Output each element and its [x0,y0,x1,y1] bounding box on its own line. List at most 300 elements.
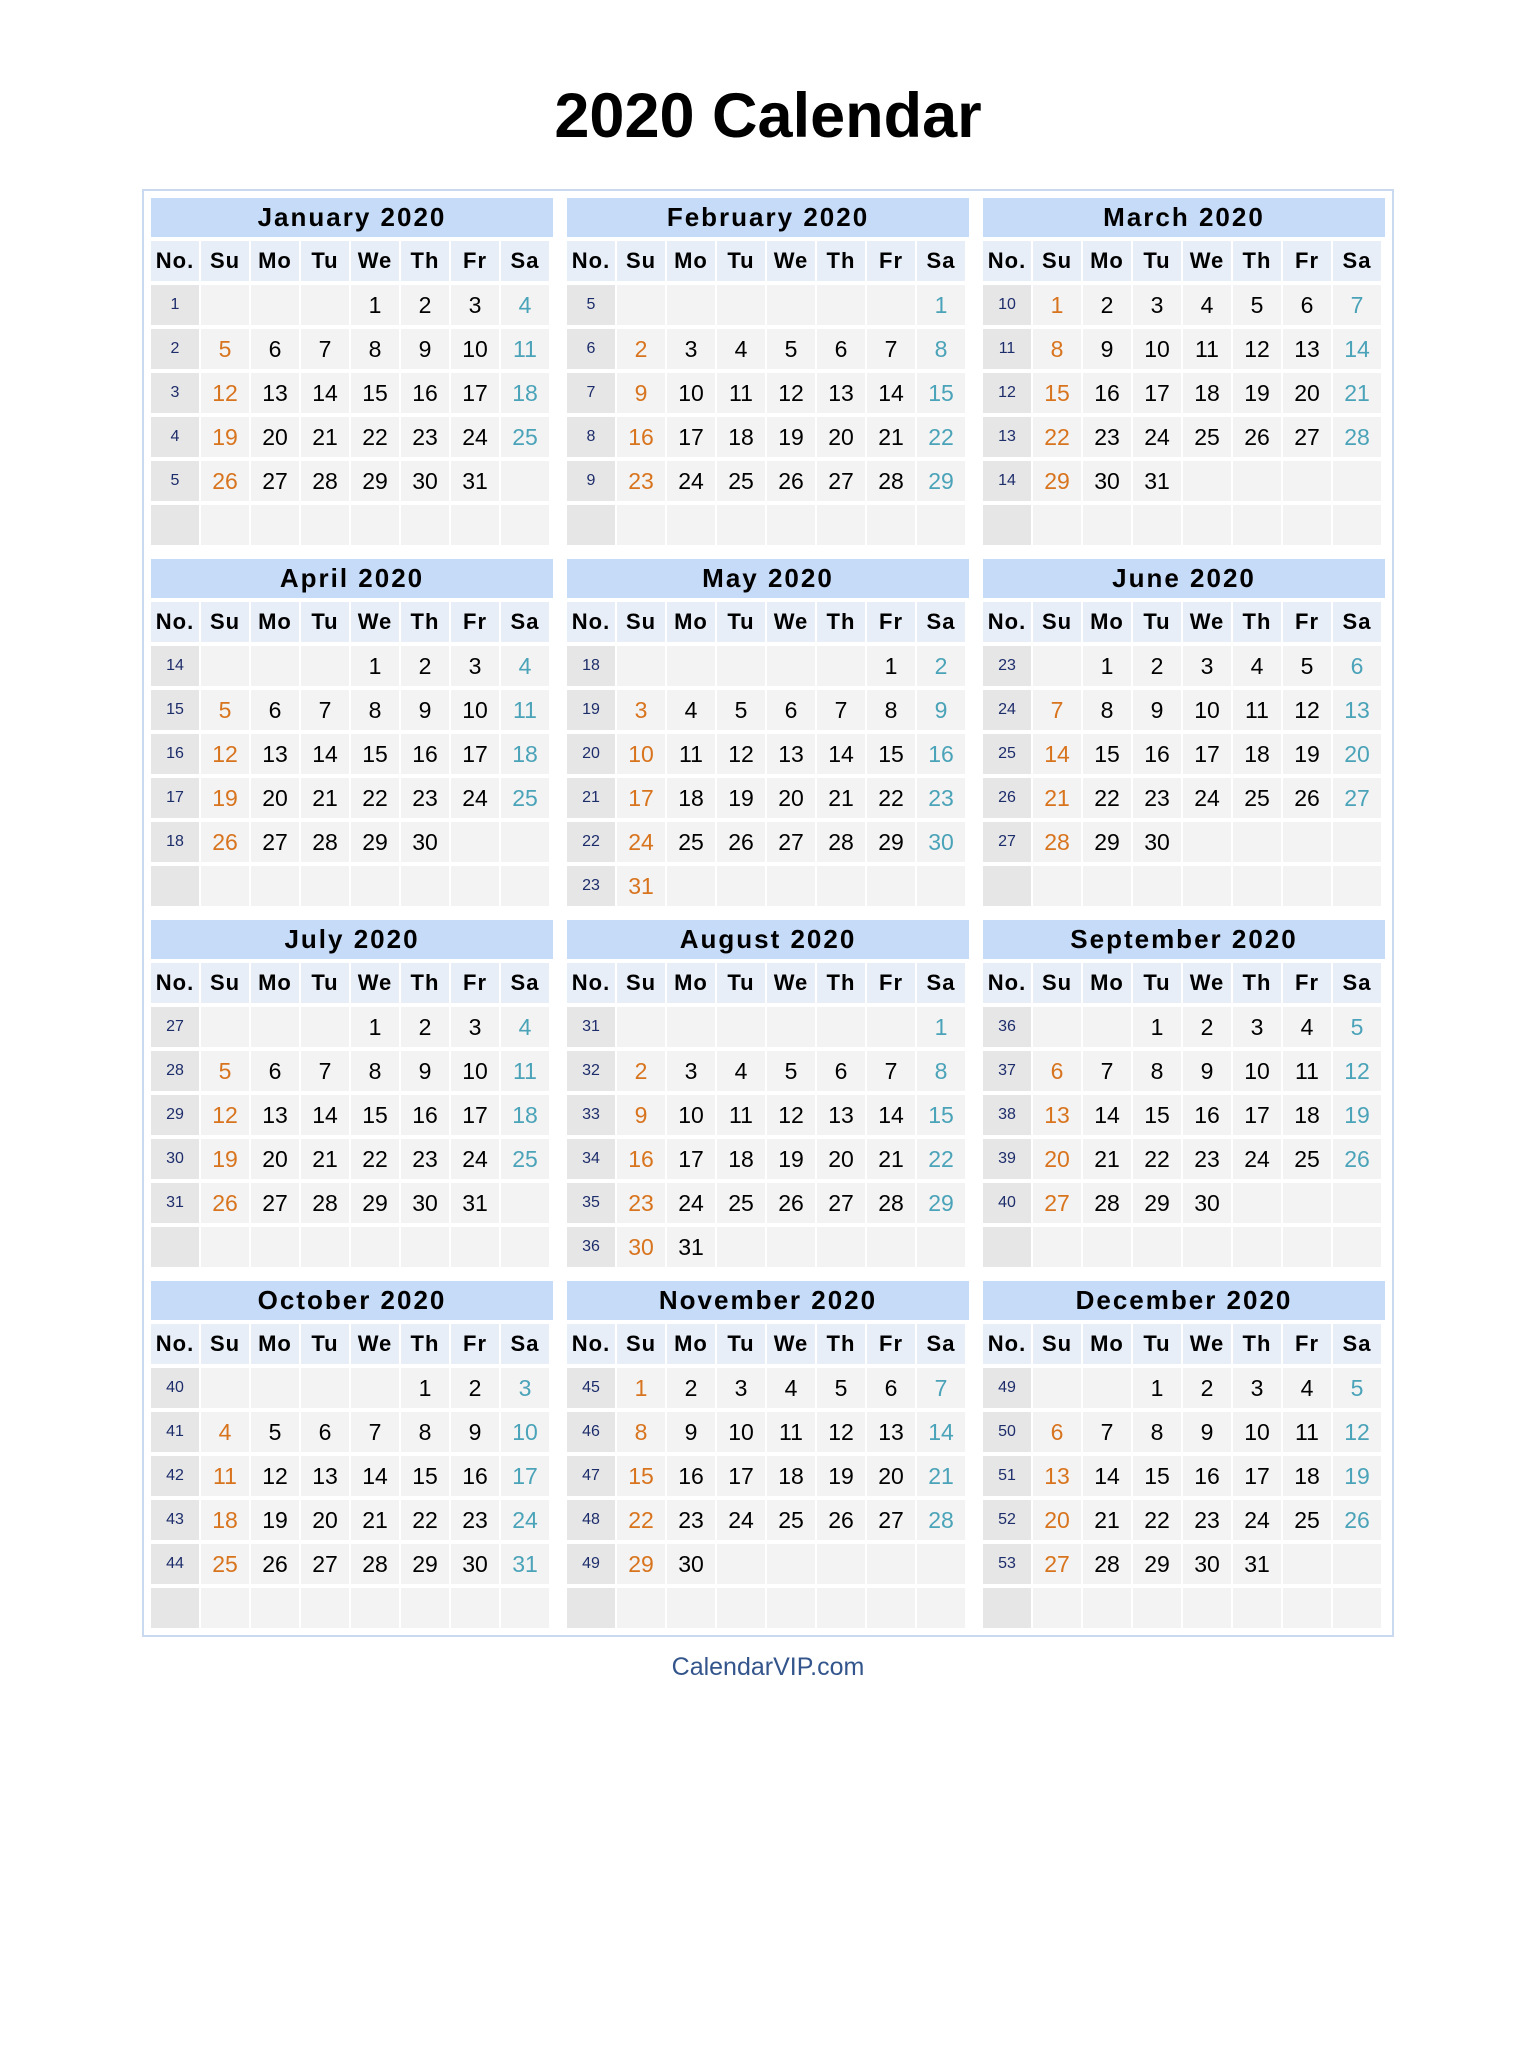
day-cell: 13 [251,373,299,413]
month-days-grid [151,241,553,545]
day-cell: 3 [1233,1007,1281,1047]
weekday-header: Fr [867,1324,915,1364]
day-cell: 21 [867,417,915,457]
day-cell: 17 [1133,373,1181,413]
day-cell: 25 [1283,1500,1331,1540]
day-cell [1033,1368,1081,1408]
day-cell [667,285,715,325]
month-title: January 2020 [151,198,553,237]
day-cell [917,1544,965,1584]
weekday-header: Sa [1333,963,1381,1003]
day-cell: 5 [1283,646,1331,686]
week-number-cell: 51 [983,1456,1031,1496]
day-cell: 25 [717,461,765,501]
day-cell: 20 [251,1139,299,1179]
week-number-cell: 41 [151,1412,199,1452]
day-cell: 9 [401,690,449,730]
day-cell [1283,505,1331,545]
week-number-cell: 43 [151,1500,199,1540]
day-cell: 28 [1083,1544,1131,1584]
weekday-header: Fr [1283,1324,1331,1364]
day-cell [1233,461,1281,501]
day-cell: 29 [1083,822,1131,862]
week-number-cell: 30 [151,1139,199,1179]
week-number-cell: 23 [983,646,1031,686]
day-cell: 11 [1233,690,1281,730]
weekday-header: We [1183,1324,1231,1364]
day-cell [867,1588,915,1628]
day-cell: 26 [1333,1139,1381,1179]
day-cell [1033,1588,1081,1628]
day-cell: 4 [1183,285,1231,325]
week-number-cell: 27 [983,822,1031,862]
week-number-header: No. [151,602,199,642]
day-cell [1333,505,1381,545]
week-number-cell: 39 [983,1139,1031,1179]
month-block [151,1281,553,1627]
day-cell [1333,1588,1381,1628]
day-cell: 26 [767,461,815,501]
day-cell: 12 [1283,690,1331,730]
day-cell: 15 [1133,1095,1181,1135]
weekday-header: Sa [917,963,965,1003]
day-cell: 22 [1033,417,1081,457]
day-cell: 28 [867,461,915,501]
day-cell: 28 [917,1500,965,1540]
month-block [151,559,553,905]
day-cell: 27 [251,822,299,862]
day-cell [767,1227,815,1267]
day-cell: 20 [867,1456,915,1496]
day-cell: 15 [867,734,915,774]
weekday-header: Sa [917,241,965,281]
day-cell: 11 [1183,329,1231,369]
day-cell [1083,866,1131,906]
week-number-cell: 40 [151,1368,199,1408]
day-cell [351,1227,399,1267]
day-cell: 31 [667,1227,715,1267]
day-cell: 29 [351,461,399,501]
day-cell [1283,1588,1331,1628]
day-cell [1033,1227,1081,1267]
day-cell: 14 [1083,1095,1131,1135]
day-cell: 14 [817,734,865,774]
weekday-header: Th [817,241,865,281]
month-block [983,1281,1385,1627]
day-cell: 28 [1033,822,1081,862]
day-cell [501,505,549,545]
day-cell: 12 [201,373,249,413]
day-cell [867,1007,915,1047]
day-cell [251,866,299,906]
week-number-cell: 38 [983,1095,1031,1135]
day-cell: 19 [817,1456,865,1496]
day-cell: 15 [1083,734,1131,774]
day-cell: 16 [451,1456,499,1496]
day-cell: 21 [351,1500,399,1540]
day-cell: 9 [617,373,665,413]
day-cell: 16 [401,734,449,774]
day-cell: 27 [301,1544,349,1584]
day-cell: 1 [351,646,399,686]
day-cell: 14 [1033,734,1081,774]
day-cell [201,1588,249,1628]
day-cell [301,646,349,686]
day-cell: 22 [351,417,399,457]
week-number-cell: 32 [567,1051,615,1091]
day-cell: 10 [451,1051,499,1091]
month-block [983,198,1385,544]
day-cell [767,1588,815,1628]
day-cell: 27 [1283,417,1331,457]
weekday-header: We [351,602,399,642]
weekday-header: We [767,963,815,1003]
day-cell: 18 [501,1095,549,1135]
day-cell: 17 [501,1456,549,1496]
day-cell: 15 [1133,1456,1181,1496]
weekday-header: Th [1233,241,1281,281]
day-cell: 25 [501,417,549,457]
day-cell: 5 [767,1051,815,1091]
day-cell: 30 [401,461,449,501]
day-cell: 9 [667,1412,715,1452]
day-cell: 6 [1033,1412,1081,1452]
day-cell [251,646,299,686]
day-cell [617,505,665,545]
week-number-cell [151,866,199,906]
week-number-cell: 27 [151,1007,199,1047]
day-cell: 29 [617,1544,665,1584]
day-cell: 23 [401,417,449,457]
weekday-header: Mo [1083,1324,1131,1364]
day-cell: 15 [1033,373,1081,413]
month-days-grid [151,602,553,906]
day-cell: 7 [301,329,349,369]
weekday-header: Fr [451,963,499,1003]
day-cell [1083,1368,1131,1408]
day-cell: 21 [867,1139,915,1179]
day-cell [1283,866,1331,906]
weekday-header: We [767,241,815,281]
day-cell: 27 [817,1183,865,1223]
day-cell [1183,461,1231,501]
week-number-cell: 35 [567,1183,615,1223]
day-cell: 24 [617,822,665,862]
day-cell [1233,866,1281,906]
weekday-header: Su [1033,1324,1081,1364]
day-cell [1233,822,1281,862]
weekday-header: Th [401,963,449,1003]
day-cell: 20 [1033,1500,1081,1540]
weekday-header: Fr [451,1324,499,1364]
day-cell: 20 [251,778,299,818]
weekday-header: We [351,963,399,1003]
day-cell: 17 [451,734,499,774]
day-cell: 18 [501,734,549,774]
day-cell: 1 [617,1368,665,1408]
day-cell: 18 [201,1500,249,1540]
day-cell [767,866,815,906]
week-number-cell: 33 [567,1095,615,1135]
weekday-header: Su [201,1324,249,1364]
month-days-grid [151,963,553,1267]
day-cell: 11 [501,690,549,730]
week-number-cell: 49 [567,1544,615,1584]
day-cell: 4 [1283,1007,1331,1047]
day-cell: 24 [1183,778,1231,818]
day-cell [1183,505,1231,545]
day-cell: 22 [1133,1139,1181,1179]
day-cell: 6 [767,690,815,730]
day-cell: 13 [1033,1095,1081,1135]
weekday-header: Mo [251,241,299,281]
day-cell: 2 [917,646,965,686]
weekday-header: Su [1033,963,1081,1003]
week-number-cell: 14 [151,646,199,686]
day-cell: 10 [1183,690,1231,730]
week-number-header: No. [151,1324,199,1364]
day-cell: 29 [351,1183,399,1223]
day-cell [817,646,865,686]
day-cell: 7 [351,1412,399,1452]
weekday-header: Su [617,241,665,281]
day-cell: 27 [1033,1544,1081,1584]
day-cell: 2 [401,285,449,325]
day-cell [1283,1544,1331,1584]
day-cell: 30 [1083,461,1131,501]
day-cell: 1 [351,1007,399,1047]
day-cell: 22 [867,778,915,818]
weekday-header: Sa [501,1324,549,1364]
day-cell [1133,505,1181,545]
day-cell: 24 [667,461,715,501]
month-days-grid [983,602,1385,906]
weekday-header: Mo [667,963,715,1003]
weekday-header: Th [1233,963,1281,1003]
day-cell: 12 [201,734,249,774]
weekday-header: Tu [301,1324,349,1364]
week-number-cell [983,505,1031,545]
day-cell: 22 [917,417,965,457]
day-cell: 5 [767,329,815,369]
day-cell: 10 [1233,1051,1281,1091]
day-cell [501,1588,549,1628]
week-number-cell: 13 [983,417,1031,457]
week-number-header: No. [983,241,1031,281]
week-number-cell: 31 [567,1007,615,1047]
day-cell: 1 [1033,285,1081,325]
weekday-header: Mo [667,241,715,281]
day-cell: 15 [351,734,399,774]
day-cell: 10 [617,734,665,774]
day-cell: 30 [1183,1183,1231,1223]
month-block [983,920,1385,1266]
day-cell: 26 [1333,1500,1381,1540]
week-number-cell: 18 [567,646,615,686]
day-cell: 29 [1133,1183,1181,1223]
day-cell: 28 [817,822,865,862]
day-cell: 10 [501,1412,549,1452]
weekday-header: Tu [301,602,349,642]
day-cell [201,285,249,325]
day-cell [1233,1183,1281,1223]
day-cell: 1 [917,285,965,325]
day-cell [767,505,815,545]
day-cell [817,866,865,906]
week-number-header: No. [151,241,199,281]
weekday-header: Fr [867,602,915,642]
day-cell: 18 [717,417,765,457]
day-cell: 29 [867,822,915,862]
day-cell: 16 [401,1095,449,1135]
weekday-header: We [767,602,815,642]
weekday-header: Sa [501,241,549,281]
day-cell [451,822,499,862]
day-cell: 9 [617,1095,665,1135]
weekday-header: Tu [717,602,765,642]
day-cell: 21 [301,778,349,818]
day-cell: 30 [401,822,449,862]
day-cell [817,1588,865,1628]
day-cell [1183,822,1231,862]
month-title: October 2020 [151,1281,553,1320]
day-cell: 22 [1133,1500,1181,1540]
day-cell: 27 [1333,778,1381,818]
weekday-header: Mo [251,1324,299,1364]
day-cell: 18 [1283,1095,1331,1135]
day-cell: 28 [867,1183,915,1223]
week-number-cell: 24 [983,690,1031,730]
day-cell: 30 [617,1227,665,1267]
day-cell: 9 [1183,1051,1231,1091]
day-cell: 24 [451,778,499,818]
day-cell: 6 [251,1051,299,1091]
day-cell: 8 [351,1051,399,1091]
day-cell: 18 [667,778,715,818]
day-cell: 6 [1333,646,1381,686]
day-cell: 13 [817,373,865,413]
weekday-header: Mo [1083,963,1131,1003]
day-cell: 5 [251,1412,299,1452]
day-cell: 18 [1233,734,1281,774]
day-cell: 16 [667,1456,715,1496]
month-title: March 2020 [983,198,1385,237]
weekday-header: Tu [1133,241,1181,281]
day-cell: 17 [617,778,665,818]
day-cell: 21 [817,778,865,818]
day-cell: 4 [667,690,715,730]
day-cell: 12 [1333,1051,1381,1091]
month-days-grid [567,241,969,545]
day-cell: 5 [1333,1007,1381,1047]
day-cell: 2 [401,1007,449,1047]
day-cell [1183,866,1231,906]
month-days-grid [983,1324,1385,1628]
day-cell: 3 [451,646,499,686]
day-cell [1133,866,1181,906]
day-cell: 26 [251,1544,299,1584]
day-cell: 26 [1233,417,1281,457]
day-cell [301,1227,349,1267]
weekday-header: Fr [1283,241,1331,281]
day-cell: 6 [817,1051,865,1091]
day-cell: 13 [1333,690,1381,730]
day-cell: 22 [351,1139,399,1179]
day-cell: 26 [1283,778,1331,818]
day-cell: 20 [301,1500,349,1540]
month-block [567,559,969,905]
day-cell: 14 [867,1095,915,1135]
day-cell: 5 [201,329,249,369]
day-cell: 13 [817,1095,865,1135]
week-number-cell: 16 [151,734,199,774]
day-cell: 13 [867,1412,915,1452]
day-cell: 28 [301,1183,349,1223]
day-cell: 7 [867,329,915,369]
day-cell [867,1544,915,1584]
day-cell [451,505,499,545]
weekday-header: We [1183,963,1231,1003]
weekday-header: Th [401,1324,449,1364]
day-cell: 11 [1283,1412,1331,1452]
week-number-cell: 11 [983,329,1031,369]
weekday-header: Mo [251,963,299,1003]
week-number-cell: 1 [151,285,199,325]
day-cell: 16 [401,373,449,413]
week-number-cell: 29 [151,1095,199,1135]
day-cell [717,285,765,325]
week-number-cell: 17 [151,778,199,818]
week-number-cell: 53 [983,1544,1031,1584]
weekday-header: Mo [667,1324,715,1364]
day-cell: 19 [767,1139,815,1179]
footer-link[interactable]: CalendarVIP.com [671,1653,865,1681]
day-cell: 11 [717,1095,765,1135]
day-cell: 28 [1333,417,1381,457]
day-cell [817,505,865,545]
day-cell: 16 [917,734,965,774]
week-number-header: No. [567,1324,615,1364]
day-cell: 5 [717,690,765,730]
day-cell: 27 [251,461,299,501]
day-cell [1283,1227,1331,1267]
day-cell: 8 [1033,329,1081,369]
day-cell: 8 [401,1412,449,1452]
day-cell: 24 [451,417,499,457]
day-cell [351,1368,399,1408]
week-number-cell: 49 [983,1368,1031,1408]
day-cell: 17 [1183,734,1231,774]
day-cell: 26 [817,1500,865,1540]
day-cell: 12 [201,1095,249,1135]
day-cell: 14 [301,734,349,774]
weekday-header: We [767,1324,815,1364]
day-cell: 31 [1233,1544,1281,1584]
day-cell: 15 [351,373,399,413]
week-number-cell: 20 [567,734,615,774]
day-cell: 3 [451,285,499,325]
month-title: September 2020 [983,920,1385,959]
weekday-header: Sa [917,1324,965,1364]
day-cell: 6 [251,690,299,730]
day-cell: 10 [667,373,715,413]
day-cell [767,1007,815,1047]
day-cell: 21 [917,1456,965,1496]
day-cell: 6 [1283,285,1331,325]
day-cell [1033,866,1081,906]
months-grid [151,198,1385,1628]
day-cell: 9 [401,329,449,369]
